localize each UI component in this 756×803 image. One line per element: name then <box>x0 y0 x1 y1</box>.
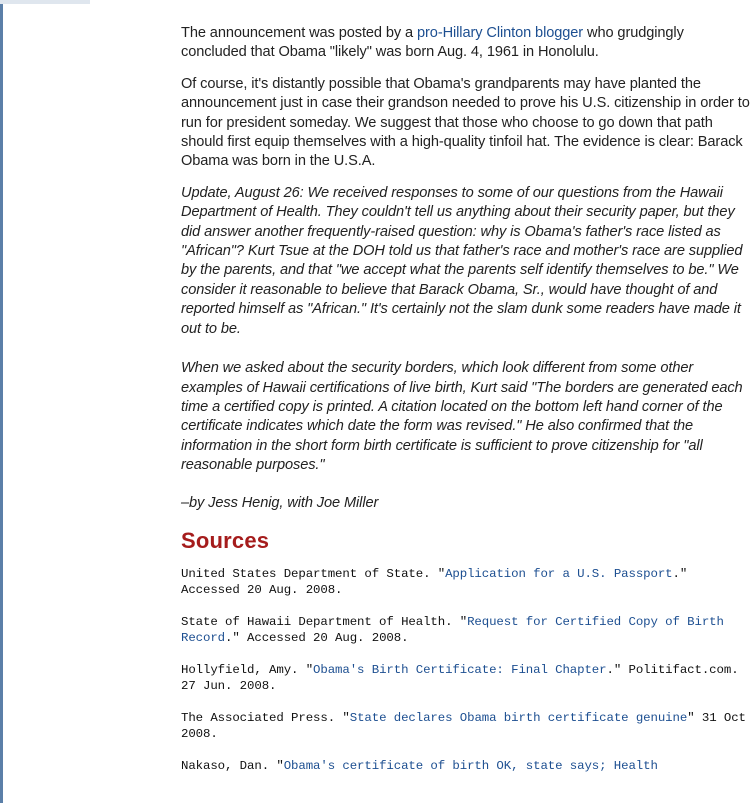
sources-heading: Sources <box>181 527 270 553</box>
source-link-associated-press[interactable]: State declares Obama birth certificate genuine <box>349 711 688 726</box>
paragraph-update-borders: When we asked about the security borders, which look different from some other examples of Hawaii certifications of live birth, Kurt said "The borders are generated each time a certified copy is printed. A citation located on the bottom left hand corner of the certificate indicates which date the form was revised." He also confirmed that the information in the short form birth certificate is sufficient to prove citizenship for "all reasonable purposes." <box>181 360 743 474</box>
left-border <box>0 0 3 803</box>
article-body <box>181 24 753 790</box>
paragraph-announcement: The announcement was posted by a pro-Hillary Clinton blogger who grudgingly concluded that Obama "likely" was born Aug. 4, 1961 in Honolulu. <box>181 25 684 61</box>
source-item: State of Hawaii Department of Health. "Request for Certified Copy of Birth Record." Accessed 20 Aug. 2008. <box>181 615 724 646</box>
paragraph-tinfoil: Of course, it's distantly possible that Obama's grandparents may have planted the announcement just in case their grandson needed to prove his U.S. citizenship in order to run for president someday. We suggest that those who choose to go down that path should first equip themselves with a high-quality tinfoil hat. The evidence is clear: Barack Obama was born in the U.S.A. <box>181 75 750 170</box>
pro-hillary-blogger-link[interactable]: pro-Hillary Clinton blogger <box>417 25 584 41</box>
source-link-politifact[interactable]: Obama's Birth Certificate: Final Chapter <box>313 663 607 678</box>
source-item: United States Department of State. "Application for a U.S. Passport." Accessed 20 Aug. 2008. <box>181 567 688 598</box>
source-link-nakaso[interactable]: Obama's certificate of birth OK, state says; Health <box>283 759 658 774</box>
paragraph-update-race: Update, August 26: We received responses to some of our questions from the Hawaii Department of Health. They couldn't tell us anything about their security paper, but they did answer another frequently-raised question: why is Obama's father's race listed as "African"? Kurt Tsue at the DOH told us that father's race and mother's race are supplied by the parents, and that "we accept what the parents self identify themselves to be." We consider it reasonable to believe that Barack Obama, Sr., would have thought of and reported himself as "African." It's certainly not the slam dunk some readers have made it out to be. <box>181 184 743 337</box>
top-edge <box>0 0 90 4</box>
source-link-birth-record[interactable]: Request for Certified Copy of Birth Record <box>181 615 724 646</box>
sources-list <box>181 566 753 774</box>
source-item: The Associated Press. "State declares Obama birth certificate genuine" 31 Oct 2008. <box>181 711 746 742</box>
byline: –by Jess Henig, with Joe Miller <box>181 494 379 511</box>
source-link-passport[interactable]: Application for a U.S. Passport <box>445 567 673 582</box>
source-item: Hollyfield, Amy. "Obama's Birth Certificate: Final Chapter." Politifact.com. 27 Jun. 2008. <box>181 663 739 694</box>
source-item: Nakaso, Dan. "Obama's certificate of birth OK, state says; Health <box>181 759 658 774</box>
